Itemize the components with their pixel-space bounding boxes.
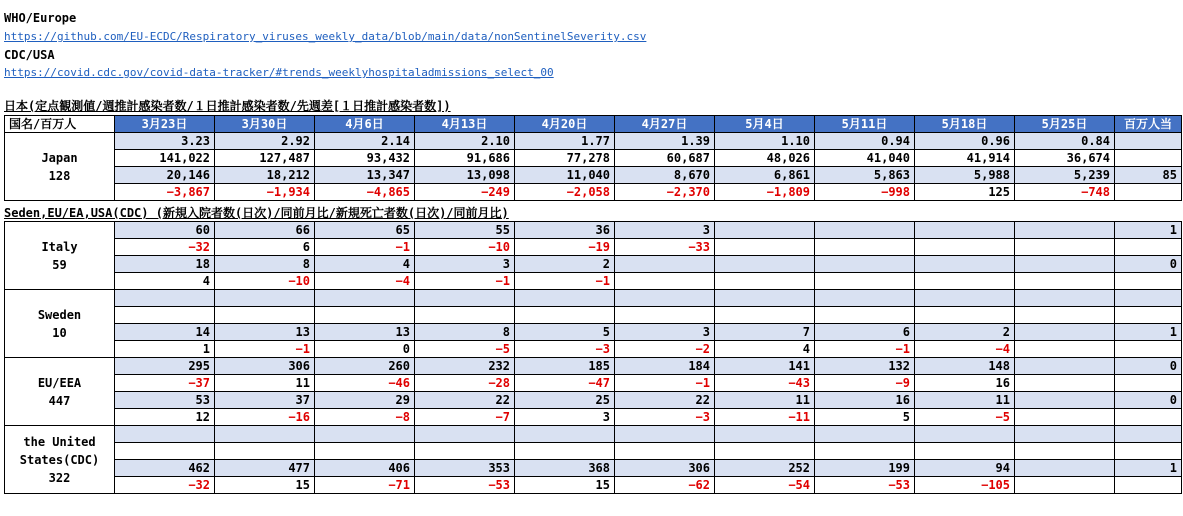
data-cell: −5	[915, 409, 1015, 426]
data-cell: −32	[115, 239, 215, 256]
table-row	[5, 167, 1182, 184]
table-row	[5, 460, 1182, 477]
data-cell: 16	[915, 375, 1015, 392]
country-name: the United States(CDC)	[19, 434, 100, 467]
column-header: 百万人当	[1115, 116, 1182, 133]
data-cell: −28	[415, 375, 515, 392]
data-cell: 132	[815, 358, 915, 375]
data-cell: 252	[715, 460, 815, 477]
data-cell: 15	[215, 477, 315, 494]
data-cell: −3	[615, 409, 715, 426]
country-population: 447	[48, 393, 71, 408]
data-cell: 406	[315, 460, 415, 477]
table-row	[5, 409, 1182, 426]
table-row	[5, 341, 1182, 358]
data-cell	[815, 239, 915, 256]
data-cell	[1015, 273, 1115, 290]
eu-table	[4, 221, 1182, 494]
data-cell: 4	[715, 341, 815, 358]
data-cell	[215, 426, 315, 443]
data-cell: 148	[915, 358, 1015, 375]
data-cell: −1	[215, 341, 315, 358]
data-cell: 48,026	[715, 150, 815, 167]
data-cell: 6	[815, 324, 915, 341]
data-cell: −9	[815, 375, 915, 392]
data-cell	[1115, 341, 1182, 358]
country-population: 322	[48, 470, 71, 485]
data-cell: −46	[315, 375, 415, 392]
data-cell	[615, 443, 715, 460]
table-row	[5, 324, 1182, 341]
country-cell	[5, 133, 115, 201]
table-row	[5, 307, 1182, 324]
data-cell: −1	[415, 273, 515, 290]
table-row	[5, 375, 1182, 392]
table-row	[5, 358, 1182, 375]
data-cell	[1115, 150, 1182, 167]
data-cell: 125	[915, 184, 1015, 201]
data-cell: 8,670	[615, 167, 715, 184]
data-cell	[515, 443, 615, 460]
corner-header: 国名/百万人	[5, 116, 115, 133]
data-cell	[815, 273, 915, 290]
country-name: Italy	[41, 239, 78, 254]
data-cell	[1015, 392, 1115, 409]
data-cell: 20,146	[115, 167, 215, 184]
data-cell	[515, 307, 615, 324]
data-cell	[115, 443, 215, 460]
data-cell: 3.23	[115, 133, 215, 150]
data-cell: 5	[815, 409, 915, 426]
data-cell: 25	[515, 392, 615, 409]
table-row	[5, 426, 1182, 443]
data-cell: 6	[215, 239, 315, 256]
column-header: 5月4日	[715, 116, 815, 133]
column-header: 3月23日	[115, 116, 215, 133]
data-cell	[915, 256, 1015, 273]
data-cell: −1	[615, 375, 715, 392]
data-cell: −4,865	[315, 184, 415, 201]
data-cell: 5,988	[915, 167, 1015, 184]
data-cell: −1	[315, 239, 415, 256]
data-cell	[1115, 290, 1182, 307]
table-row	[5, 133, 1182, 150]
data-cell	[115, 290, 215, 307]
data-cell: −10	[215, 273, 315, 290]
data-cell	[715, 222, 815, 239]
country-population: 10	[52, 325, 67, 340]
data-cell	[1115, 426, 1182, 443]
data-cell: 3	[615, 324, 715, 341]
data-cell: 1.77	[515, 133, 615, 150]
data-cell: −3,867	[115, 184, 215, 201]
cdc-link[interactable]: https://covid.cdc.gov/covid-data-tracker/#trends_weeklyhospitaladmissions_select_00	[4, 66, 554, 79]
data-cell: 368	[515, 460, 615, 477]
data-cell: −32	[115, 477, 215, 494]
data-cell	[815, 426, 915, 443]
data-cell: 7	[715, 324, 815, 341]
data-cell: 260	[315, 358, 415, 375]
table-row	[5, 443, 1182, 460]
data-cell: 2	[915, 324, 1015, 341]
data-cell: 0	[1115, 358, 1182, 375]
data-cell	[415, 426, 515, 443]
data-cell: 0.96	[915, 133, 1015, 150]
data-cell: −71	[315, 477, 415, 494]
data-cell: 65	[315, 222, 415, 239]
data-cell: −1	[515, 273, 615, 290]
table-row	[5, 392, 1182, 409]
table-row	[5, 477, 1182, 494]
data-cell: 13,098	[415, 167, 515, 184]
data-cell	[715, 443, 815, 460]
column-header: 4月13日	[415, 116, 515, 133]
data-cell: −11	[715, 409, 815, 426]
data-cell	[915, 307, 1015, 324]
data-cell: 127,487	[215, 150, 315, 167]
data-cell: 91,686	[415, 150, 515, 167]
data-cell	[1115, 477, 1182, 494]
data-cell: 3	[415, 256, 515, 273]
column-header: 5月11日	[815, 116, 915, 133]
data-cell	[615, 256, 715, 273]
data-cell: −1,809	[715, 184, 815, 201]
table-row	[5, 150, 1182, 167]
data-cell: −33	[615, 239, 715, 256]
data-cell: 13,347	[315, 167, 415, 184]
data-cell: 3	[615, 222, 715, 239]
data-cell: 185	[515, 358, 615, 375]
data-cell	[715, 426, 815, 443]
data-cell	[1015, 358, 1115, 375]
data-cell: 295	[115, 358, 215, 375]
data-cell: −47	[515, 375, 615, 392]
data-cell: 0	[315, 341, 415, 358]
data-cell: 0.84	[1015, 133, 1115, 150]
data-cell: −53	[415, 477, 515, 494]
data-cell: −10	[415, 239, 515, 256]
table-row	[5, 273, 1182, 290]
data-cell: 0.94	[815, 133, 915, 150]
who-link[interactable]: https://github.com/EU-ECDC/Respiratory_viruses_weekly_data/blob/main/data/nonSentinelSeverity.csv	[4, 30, 647, 43]
data-cell	[915, 426, 1015, 443]
data-cell	[815, 222, 915, 239]
data-cell	[1115, 443, 1182, 460]
data-cell	[915, 222, 1015, 239]
data-cell: 2.14	[315, 133, 415, 150]
table-row	[5, 222, 1182, 239]
data-cell	[415, 290, 515, 307]
data-cell: 16	[815, 392, 915, 409]
data-cell	[1115, 409, 1182, 426]
data-cell: 4	[315, 256, 415, 273]
data-cell: −54	[715, 477, 815, 494]
data-cell: −19	[515, 239, 615, 256]
data-cell: −2,058	[515, 184, 615, 201]
data-cell: 1	[1115, 222, 1182, 239]
data-cell: 13	[315, 324, 415, 341]
data-cell	[1115, 133, 1182, 150]
data-cell	[1015, 239, 1115, 256]
data-cell: −16	[215, 409, 315, 426]
data-cell: 41,040	[815, 150, 915, 167]
data-cell: −2,370	[615, 184, 715, 201]
data-cell	[1115, 375, 1182, 392]
data-cell	[815, 256, 915, 273]
data-cell	[215, 307, 315, 324]
data-cell	[115, 426, 215, 443]
data-cell: 199	[815, 460, 915, 477]
data-cell: 66	[215, 222, 315, 239]
data-cell	[815, 307, 915, 324]
country-population: 59	[52, 257, 67, 272]
data-cell	[515, 290, 615, 307]
data-cell: 36	[515, 222, 615, 239]
data-cell: 2.10	[415, 133, 515, 150]
data-cell: 5,239	[1015, 167, 1115, 184]
data-cell	[315, 307, 415, 324]
data-cell: 15	[515, 477, 615, 494]
data-cell: 0	[1115, 256, 1182, 273]
data-cell: −1	[815, 341, 915, 358]
data-cell	[1015, 426, 1115, 443]
data-cell: 94	[915, 460, 1015, 477]
country-name: Sweden	[37, 307, 82, 322]
data-cell	[1115, 239, 1182, 256]
data-cell	[515, 426, 615, 443]
data-cell: 1	[115, 341, 215, 358]
data-cell	[1015, 341, 1115, 358]
data-cell: 11	[915, 392, 1015, 409]
data-cell	[1015, 375, 1115, 392]
country-population: 128	[48, 168, 71, 183]
data-cell: 2	[515, 256, 615, 273]
data-cell	[715, 239, 815, 256]
data-cell	[915, 273, 1015, 290]
data-cell: 41,914	[915, 150, 1015, 167]
column-header: 4月27日	[615, 116, 715, 133]
data-cell: 141	[715, 358, 815, 375]
data-cell: 141,022	[115, 150, 215, 167]
data-cell: 11,040	[515, 167, 615, 184]
data-cell	[715, 273, 815, 290]
data-cell: 1	[1115, 460, 1182, 477]
data-cell	[1015, 324, 1115, 341]
data-cell	[715, 307, 815, 324]
data-cell: 5,863	[815, 167, 915, 184]
data-cell	[815, 290, 915, 307]
data-cell: 18	[115, 256, 215, 273]
data-cell	[615, 307, 715, 324]
data-cell: 60	[115, 222, 215, 239]
column-header: 4月20日	[515, 116, 615, 133]
data-cell	[1015, 460, 1115, 477]
column-header: 4月6日	[315, 116, 415, 133]
data-cell	[815, 443, 915, 460]
country-cell	[5, 358, 115, 426]
data-cell: −5	[415, 341, 515, 358]
data-cell: −748	[1015, 184, 1115, 201]
table-row	[5, 290, 1182, 307]
data-cell: 6,861	[715, 167, 815, 184]
data-cell: −53	[815, 477, 915, 494]
data-cell: 4	[115, 273, 215, 290]
data-cell	[215, 290, 315, 307]
column-header: 5月25日	[1015, 116, 1115, 133]
data-cell	[315, 290, 415, 307]
data-cell: 353	[415, 460, 515, 477]
data-cell	[615, 426, 715, 443]
data-cell: 5	[515, 324, 615, 341]
table-row	[5, 239, 1182, 256]
data-cell: 232	[415, 358, 515, 375]
data-cell: −7	[415, 409, 515, 426]
data-cell: 11	[715, 392, 815, 409]
data-cell	[1015, 307, 1115, 324]
data-cell	[915, 443, 1015, 460]
data-cell	[1115, 184, 1182, 201]
column-header: 3月30日	[215, 116, 315, 133]
data-cell: 36,674	[1015, 150, 1115, 167]
country-cell	[5, 290, 115, 358]
data-cell: −998	[815, 184, 915, 201]
data-cell	[1115, 307, 1182, 324]
data-cell: −37	[115, 375, 215, 392]
data-cell: 85	[1115, 167, 1182, 184]
data-cell	[1015, 409, 1115, 426]
data-cell	[1115, 273, 1182, 290]
data-cell	[715, 290, 815, 307]
cdc-label: CDC/USA	[4, 48, 55, 62]
column-header: 5月18日	[915, 116, 1015, 133]
data-cell: 1	[1115, 324, 1182, 341]
data-cell: 306	[615, 460, 715, 477]
data-cell: −105	[915, 477, 1015, 494]
data-cell	[1015, 443, 1115, 460]
who-label: WHO/Europe	[4, 11, 77, 25]
data-cell: 462	[115, 460, 215, 477]
data-cell: 184	[615, 358, 715, 375]
data-cell: −1,934	[215, 184, 315, 201]
japan-table	[4, 115, 1182, 201]
data-cell	[715, 256, 815, 273]
data-cell	[1015, 290, 1115, 307]
data-cell: 2.92	[215, 133, 315, 150]
data-cell	[215, 443, 315, 460]
data-cell	[915, 290, 1015, 307]
data-cell: −43	[715, 375, 815, 392]
data-cell	[415, 443, 515, 460]
data-cell: 60,687	[615, 150, 715, 167]
data-cell: 477	[215, 460, 315, 477]
data-cell	[115, 307, 215, 324]
data-cell: −8	[315, 409, 415, 426]
country-cell	[5, 222, 115, 290]
data-cell: 29	[315, 392, 415, 409]
country-cell	[5, 426, 115, 494]
eu-table-title: Seden,EU/EA,USA(CDC) (新規入院者数(日次)/同前月比/新規死亡者数(日次)/同前月比)	[4, 206, 509, 220]
data-cell	[915, 239, 1015, 256]
data-cell: −2	[615, 341, 715, 358]
data-cell: 8	[415, 324, 515, 341]
data-cell	[315, 426, 415, 443]
data-cell	[1015, 256, 1115, 273]
data-cell	[415, 307, 515, 324]
data-cell: 22	[615, 392, 715, 409]
data-cell: 22	[415, 392, 515, 409]
data-cell: 0	[1115, 392, 1182, 409]
data-cell	[1015, 477, 1115, 494]
data-cell: 1.10	[715, 133, 815, 150]
data-cell: 77,278	[515, 150, 615, 167]
data-cell: 306	[215, 358, 315, 375]
data-cell: −4	[915, 341, 1015, 358]
table-row	[5, 256, 1182, 273]
data-cell	[315, 443, 415, 460]
data-cell: 37	[215, 392, 315, 409]
data-cell: 1.39	[615, 133, 715, 150]
data-cell	[615, 273, 715, 290]
data-cell: 8	[215, 256, 315, 273]
data-cell: −3	[515, 341, 615, 358]
data-cell: −249	[415, 184, 515, 201]
data-cell	[1015, 222, 1115, 239]
data-cell: 13	[215, 324, 315, 341]
table-row	[5, 184, 1182, 201]
data-cell: 12	[115, 409, 215, 426]
data-cell: 55	[415, 222, 515, 239]
data-cell: −4	[315, 273, 415, 290]
data-cell: 14	[115, 324, 215, 341]
data-cell: −62	[615, 477, 715, 494]
data-cell: 93,432	[315, 150, 415, 167]
data-cell: 53	[115, 392, 215, 409]
data-cell: 3	[515, 409, 615, 426]
japan-table-title: 日本(定点観測値/週推計感染者数/１日推計感染者数/先週差[１日推計感染者数])	[4, 99, 451, 113]
data-cell: 18,212	[215, 167, 315, 184]
country-name: Japan	[41, 150, 78, 165]
data-cell: 11	[215, 375, 315, 392]
data-cell	[615, 290, 715, 307]
country-name: EU/EEA	[37, 375, 82, 390]
